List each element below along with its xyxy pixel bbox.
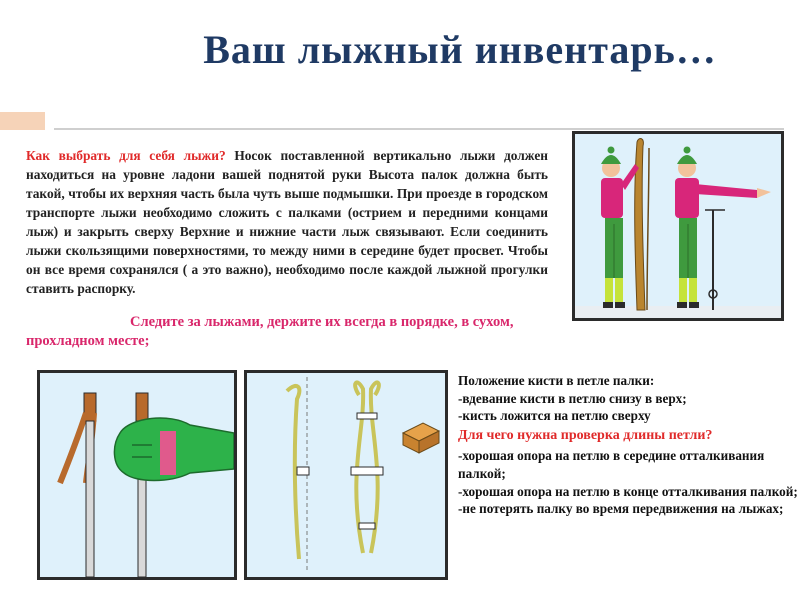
pole-strap-drawing — [40, 373, 234, 577]
care-note — [26, 313, 548, 351]
strap-question: Для чего нужна проверка длины петли? — [458, 427, 713, 443]
divider-line — [54, 128, 784, 130]
pole-strap-illustration — [37, 370, 237, 580]
page-title: Ваш лыжный инвентарь… — [203, 27, 717, 72]
wood-block-icon — [403, 423, 439, 453]
strap-reason-3: -не потерять палку во время передвижения на лыжах; — [458, 501, 784, 517]
skier-with-pole — [675, 147, 771, 311]
accent-bar — [0, 112, 45, 130]
strap-item-2: -кисть ложится на петлю сверху — [458, 408, 651, 424]
skis-spacer-illustration — [244, 370, 448, 580]
pole-strap-text — [458, 372, 798, 518]
pole-left — [60, 393, 96, 577]
skier-with-ski — [601, 139, 649, 310]
skiers-measuring-illustration — [572, 131, 784, 321]
strap-item-1: -вдевание кисти в петлю снизу в верх; — [458, 390, 687, 406]
strap-heading: Положение кисти в петле палки: — [458, 373, 655, 388]
strap-reason-2: -хорошая опора на петлю в конце отталкивания палкой; — [458, 483, 798, 499]
skis-joined-with-spacer — [351, 382, 383, 553]
skiers-drawing — [575, 134, 781, 318]
ski-selection-body: Носок поставленной вертикально лыжи должен находиться на уровне ладони вашей поднятой руки Высота палок должна быть такой, чтобы их верхняя часть была чуть выше подмышки. При проезде в городском транспорте лыжи необходимо сложить с палками (острием и передними концами лыж) и закрыть сверху Верхние и нижние части лыж связывают. Если соединить лыжи скользящими поверхностями, то между ними в середине будет просвет. Чтобы он все время сохранялся ( а это важно), необходимо после каждой лыжной прогулки ставить распорку. — [26, 148, 548, 296]
skis-spacer-drawing — [247, 373, 445, 577]
ski-side-view — [287, 386, 309, 559]
care-note-text: Следите за лыжами, держите их всегда в порядке, в сухом, прохладном месте; — [26, 314, 514, 349]
glove-icon — [114, 418, 234, 480]
ski-selection-text — [26, 146, 548, 298]
ski-selection-question: Как выбрать для себя лыжи? — [26, 148, 226, 163]
strap-reason-1: -хорошая опора на петлю в середине отталкивания палкой; — [458, 448, 765, 481]
